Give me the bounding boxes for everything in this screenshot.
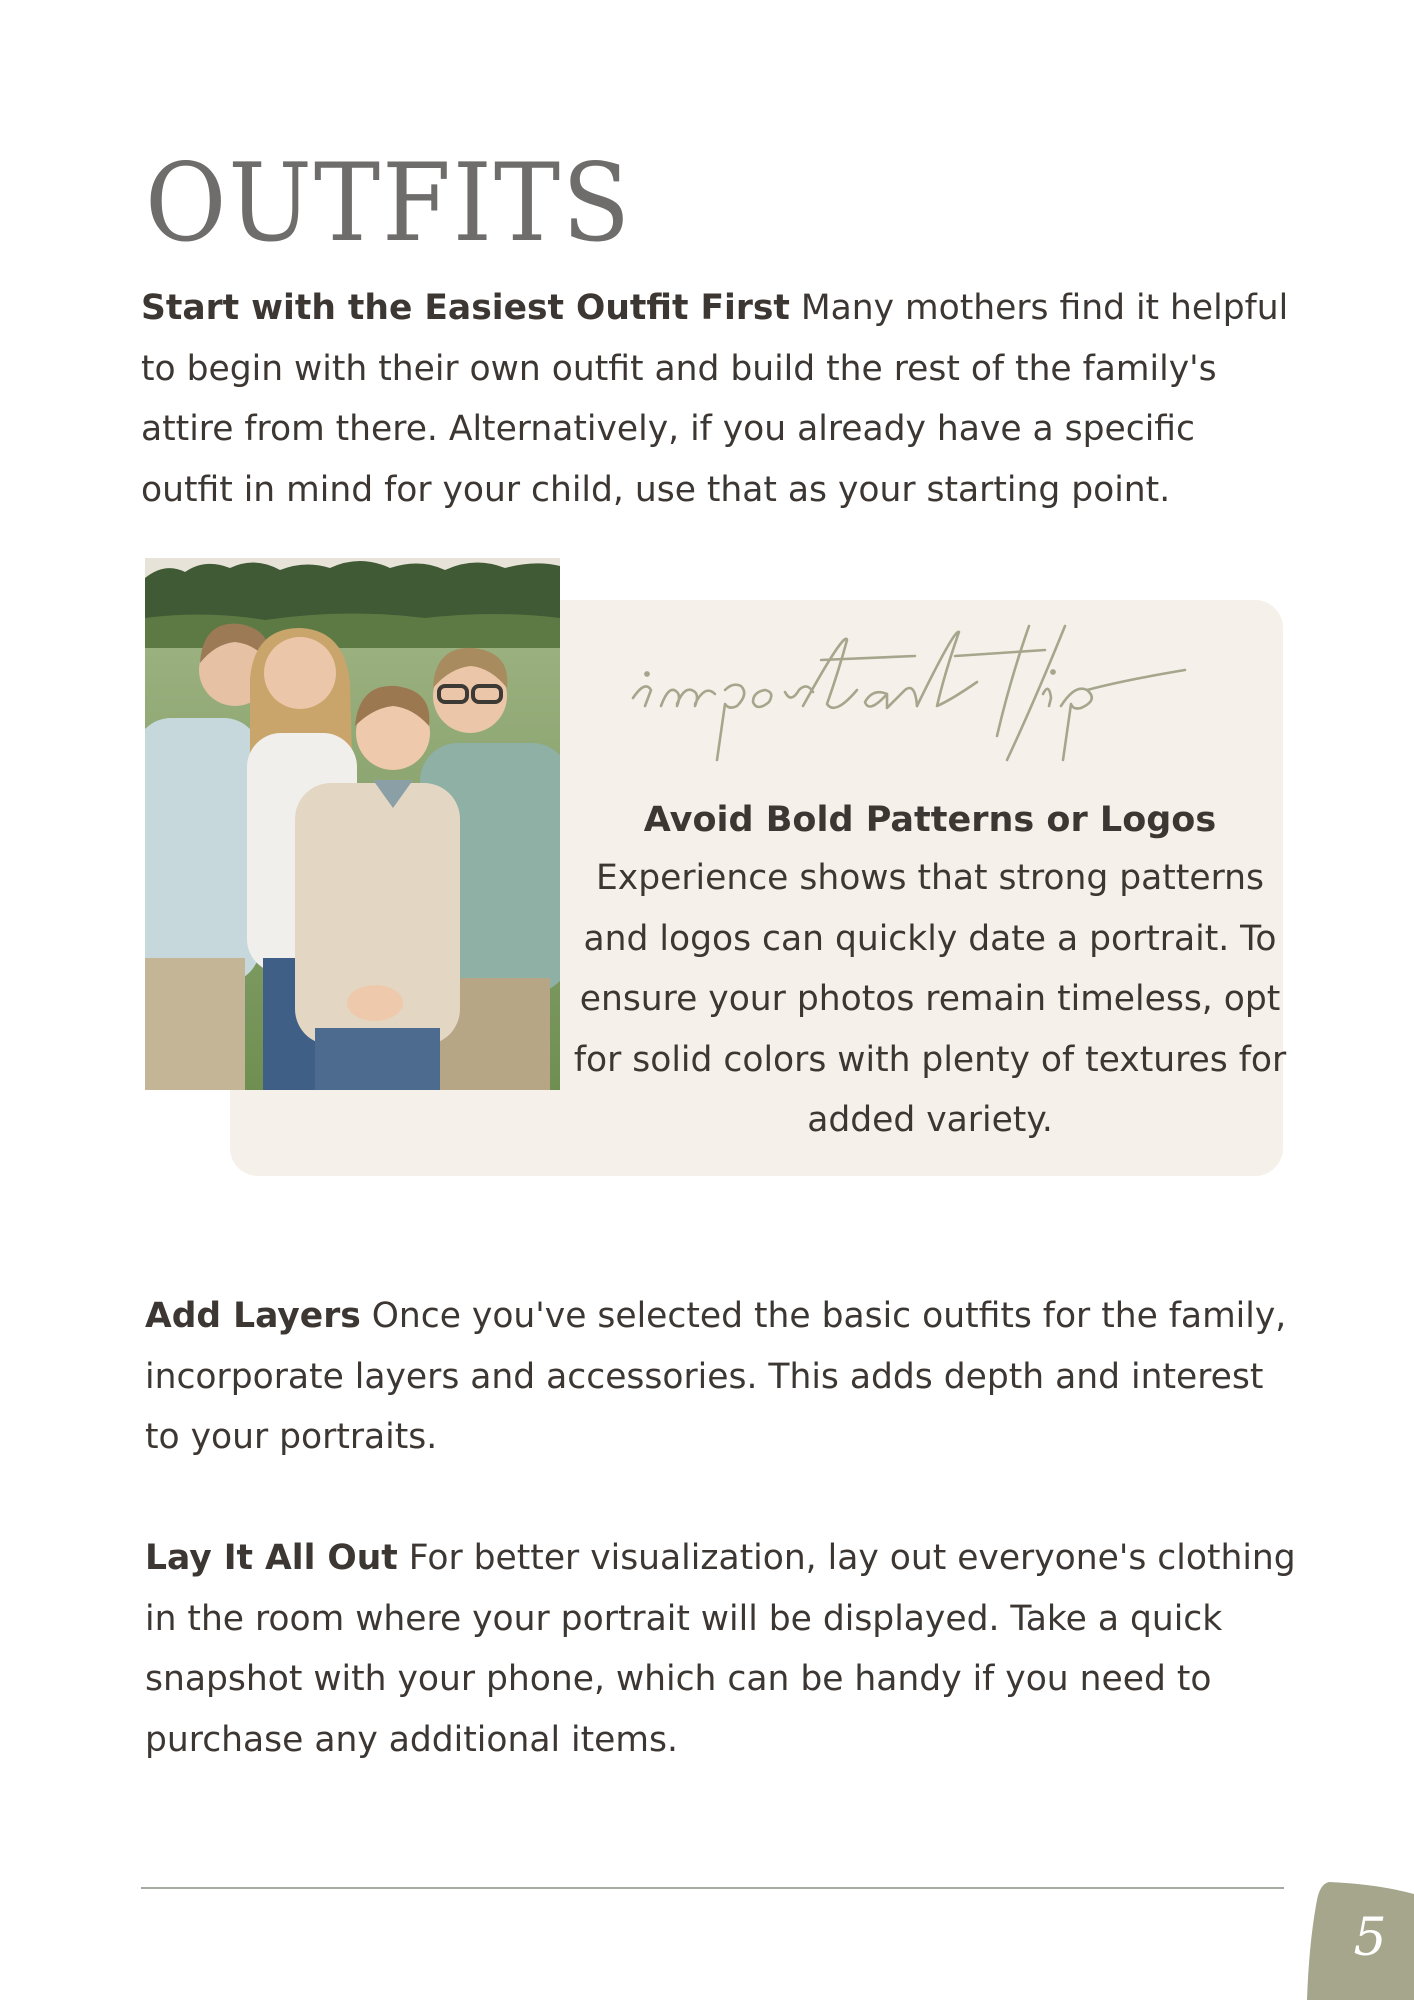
lay-it-all-out-heading: Lay It All Out [145, 1538, 398, 1578]
page-title: OUTFITS [145, 141, 632, 266]
page-number: 5 [1353, 1908, 1387, 1968]
lay-it-all-out-paragraph [145, 1528, 1305, 1770]
footer-divider [141, 1887, 1284, 1889]
important-tip-text: important tip [625, 620, 632, 621]
important-tip-script [625, 620, 1195, 780]
intro-heading: Start with the Easiest Outfit First [141, 288, 790, 328]
add-layers-heading: Add Layers [145, 1296, 361, 1336]
intro-paragraph [141, 278, 1291, 520]
intro-text: Many mothers find it helpful to begin with their own outfit and build the rest of the family's attire from there. Alternatively, if you already have a specific outfit in mind for your child, use that as your starting point. [141, 288, 1289, 510]
tip-title: Avoid Bold Patterns or Logos [643, 800, 1217, 840]
tip-body: Experience shows that strong patterns and logos can quickly date a portrait. To ensure your photos remain timeless, opt for solid colors with plenty of textures for added variety. [573, 858, 1287, 1140]
add-layers-paragraph [145, 1286, 1305, 1468]
family-photo [145, 558, 560, 1090]
lay-it-all-out-text: For better visualization, lay out everyone's clothing in the room where your portrait will be displayed. Take a quick snapshot with your phone, which can be handy if you need to purchase any additional items. [145, 1538, 1296, 1760]
add-layers-text: Once you've selected the basic outfits for the family, incorporate layers and accessories. This adds depth and interest to your portraits. [145, 1296, 1287, 1457]
